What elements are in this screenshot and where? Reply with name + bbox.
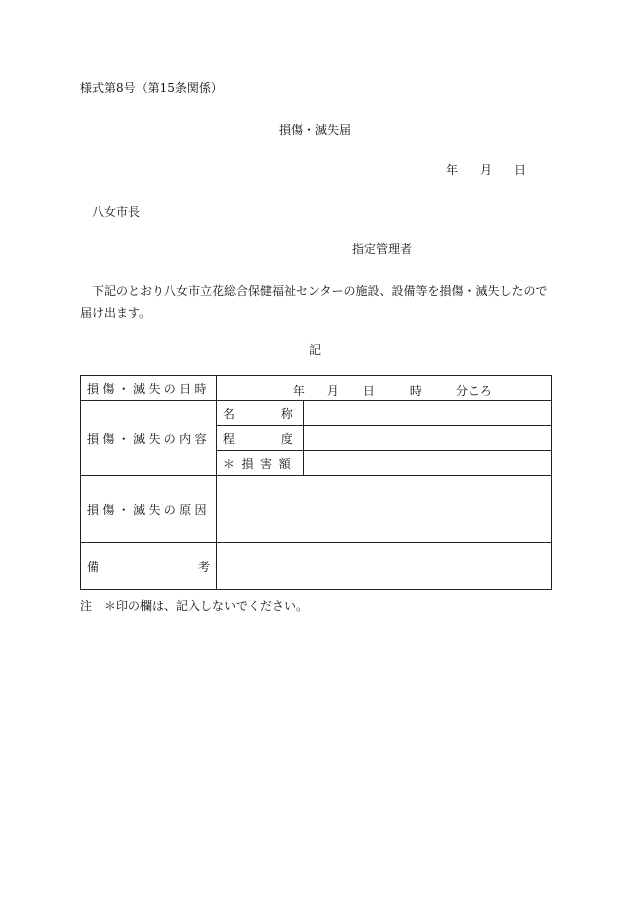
addressee: 八女市長	[92, 205, 141, 219]
date-cell-day: 日	[362, 384, 375, 398]
remarks-input-cell[interactable]	[216, 543, 551, 590]
damage-amount-input-cell[interactable]	[304, 451, 552, 476]
degree-input-cell[interactable]	[304, 426, 552, 451]
remarks-row-header: 備 考	[81, 543, 217, 590]
date-cell-hour: 時	[409, 384, 422, 398]
cause-row	[81, 476, 552, 543]
content-row-header: 損傷・滅失の内容	[81, 401, 217, 476]
document-title: 損傷・滅失届	[278, 123, 351, 137]
damage-amount-label-cell: ＊損害額	[216, 451, 303, 476]
date-cell-month: 月	[326, 384, 339, 398]
name-label-cell: 名 称	[216, 401, 303, 426]
ki-heading: 記	[308, 343, 321, 357]
date-row	[81, 376, 552, 401]
form-number: 様式第8号（第15条関係）	[80, 81, 223, 95]
cause-input-cell[interactable]	[216, 476, 551, 543]
date-row-header: 損傷・滅失の日時	[81, 376, 217, 401]
damage-report-table	[80, 375, 552, 590]
date-day-label: 日	[514, 163, 527, 177]
date-year-label: 年	[446, 163, 459, 177]
degree-label-cell: 程 度	[216, 426, 303, 451]
submission-date-line	[446, 164, 526, 176]
cause-row-header: 損傷・滅失の原因	[81, 476, 217, 543]
date-input-cell[interactable]	[216, 376, 551, 401]
date-cell-minute: 分ころ	[455, 384, 492, 398]
body-text: 下記のとおり八女市立花総合保健福祉センターの施設、設備等を損傷・滅失したので届け出ます。	[80, 284, 548, 320]
remarks-row	[81, 543, 552, 590]
date-month-label: 月	[480, 163, 493, 177]
content-row-name	[81, 401, 552, 426]
manager-label: 指定管理者	[352, 242, 413, 256]
footnote: 注 ＊印の欄は、記入しないでください。	[80, 599, 309, 613]
name-input-cell[interactable]	[304, 401, 552, 426]
date-cell-year: 年	[292, 384, 305, 398]
